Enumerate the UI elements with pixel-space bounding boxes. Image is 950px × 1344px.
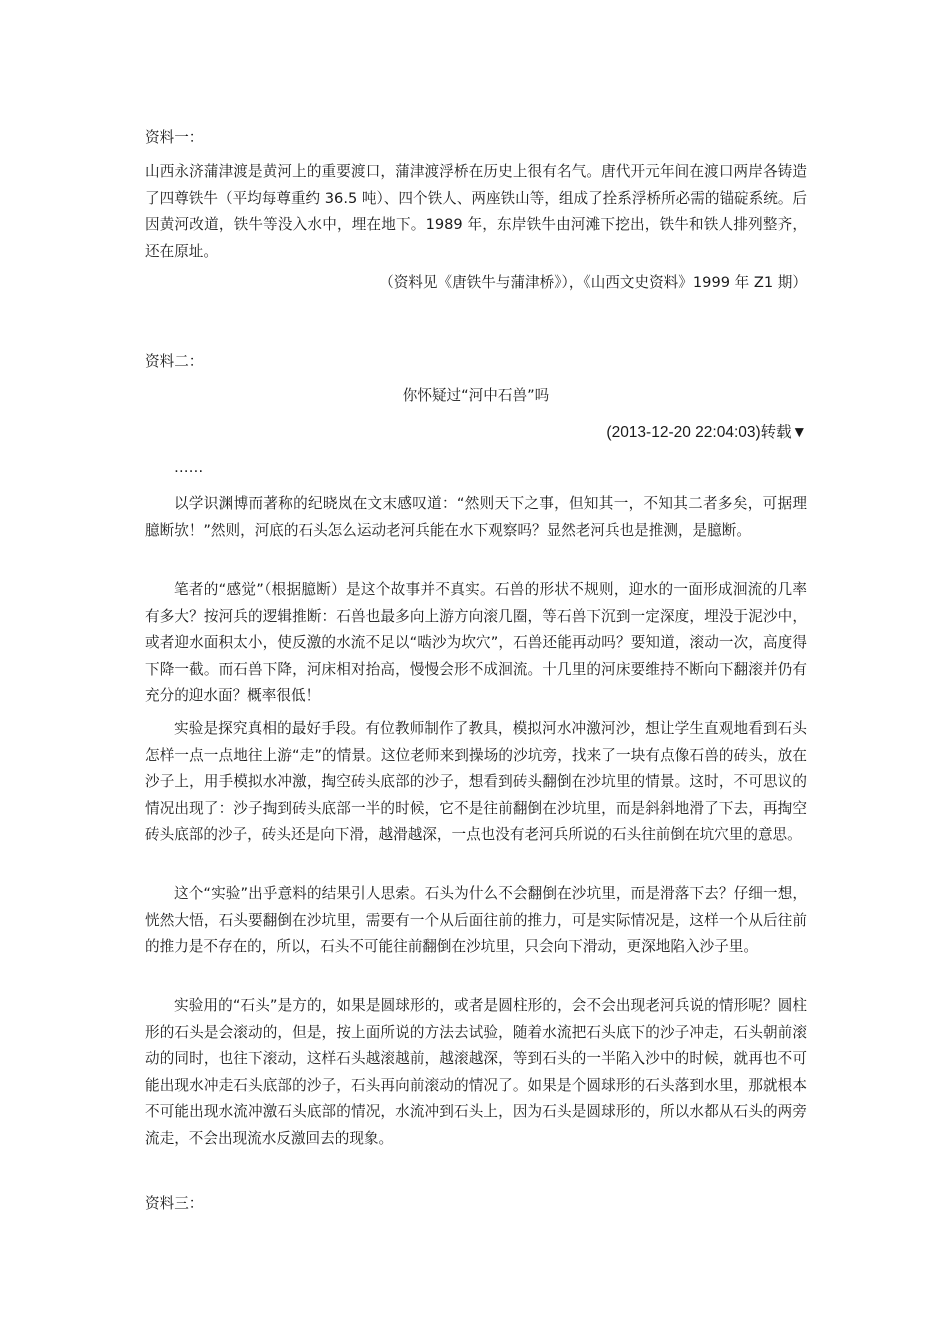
material-2-label: 资料二： bbox=[145, 353, 204, 370]
material-1-source: （资料见《唐铁牛与蒲津桥》），《山西文史资料》1999 年 Z1 期） bbox=[379, 274, 807, 291]
article-meta: (2013-12-20 22:04:03)转载▼ bbox=[606, 424, 807, 441]
article-paragraph-5: 实验用的“石头”是方的，如果是圆球形的，或者是圆柱形的，会不会出现老河兵说的情形呢？圆柱形的石头是会滚动的，但是，按上面所说的方法去试验，随着水流把石头底下的沙子冲走，石头朝前滚动的同时，也往下滚动，这样石头越滚越前，越滚越深，等到石头的一半陷入沙中的时候，就再也不可能出现水冲走石头底部的沙子，石头再向前滚动的情况了。如果是个圆球形的石头落到水里，那就根本不可能出现水流冲激石头底部的情况，水流冲到石头上，因为石头是圆球形的，所以水都从石头的两旁流走，不会出现流水反激回去的现象。 bbox=[145, 997, 807, 1147]
article-paragraph-3: 实验是探究真相的最好手段。有位教师制作了教具，模拟河水冲激河沙，想让学生直观地看到石头怎样一点一点地往上游“走”的情景。这位老师来到操场的沙坑旁，找来了一块有点像石兽的砖头，放在沙子上，用手模拟水冲激，掏空砖头底部的沙子，想看到砖头翻倒在沙坑里的情景。这时，不可思议的情况出现了：沙子掏到砖头底部一半的时候，它不是往前翻倒在沙坑里，而是斜斜地滑了下去，再掏空砖头底部的沙子，砖头还是向下滑，越滑越深，一点也没有老河兵所说的石头往前倒在坑穴里的意思。 bbox=[145, 720, 807, 843]
article-title: 你怀疑过“河中石兽”吗 bbox=[402, 387, 550, 404]
article-paragraph-4: 这个“实验”出乎意料的结果引人思索。石头为什么不会翻倒在沙坑里，而是滑落下去？仔细一想，恍然大悟，石头要翻倒在沙坑里，需要有一个从后面往前的推力，可是实际情况是，这样一个从后往前的推力是不存在的，所以，石头不可能往前翻倒在沙坑里，只会向下滑动，更深地陷入沙子里。 bbox=[145, 885, 807, 955]
material-3-label: 资料三： bbox=[145, 1195, 204, 1212]
material-1-paragraph: 山西永济蒲津渡是黄河上的重要渡口，蒲津渡浮桥在历史上很有名气。唐代开元年间在渡口两岸各铸造了四尊铁牛（平均每尊重约 36.5 吨）、四个铁人、两座铁山等，组成了拴系浮桥所必需的锚碇系统。后因黄河改道，铁牛等没入水中，埋在地下。1989 年，东岸铁牛由河滩下挖出，铁牛和铁人排列整齐，还在原址。 bbox=[145, 163, 808, 260]
article-paragraph-1: 以学识渊博而著称的纪晓岚在文末感叹道：“然则天下之事，但知其一，不知其二者多矣，可据理臆断欤！”然则，河底的石头怎么运动老河兵能在水下观察吗？显然老河兵也是推测，是臆断。 bbox=[145, 495, 807, 539]
article-ellipsis: …… bbox=[174, 459, 204, 476]
article-paragraph-2: 笔者的“感觉”（根据臆断）是这个故事并不真实。石兽的形状不规则，迎水的一面形成洄流的几率有多大？按河兵的逻辑推断：石兽也最多向上游方向滚几圈，等石兽下沉到一定深度，埋没于泥沙中，或者迎水面积太小，使反激的水流不足以“啮沙为坎穴”，石兽还能再动吗？要知道，滚动一次，高度得下降一截。而石兽下降，河床相对抬高，慢慢会形不成洄流。十几里的河床要维持不断向下翻滚并仍有充分的迎水面？概率很低！ bbox=[145, 581, 807, 704]
material-1-label: 资料一： bbox=[145, 129, 204, 146]
